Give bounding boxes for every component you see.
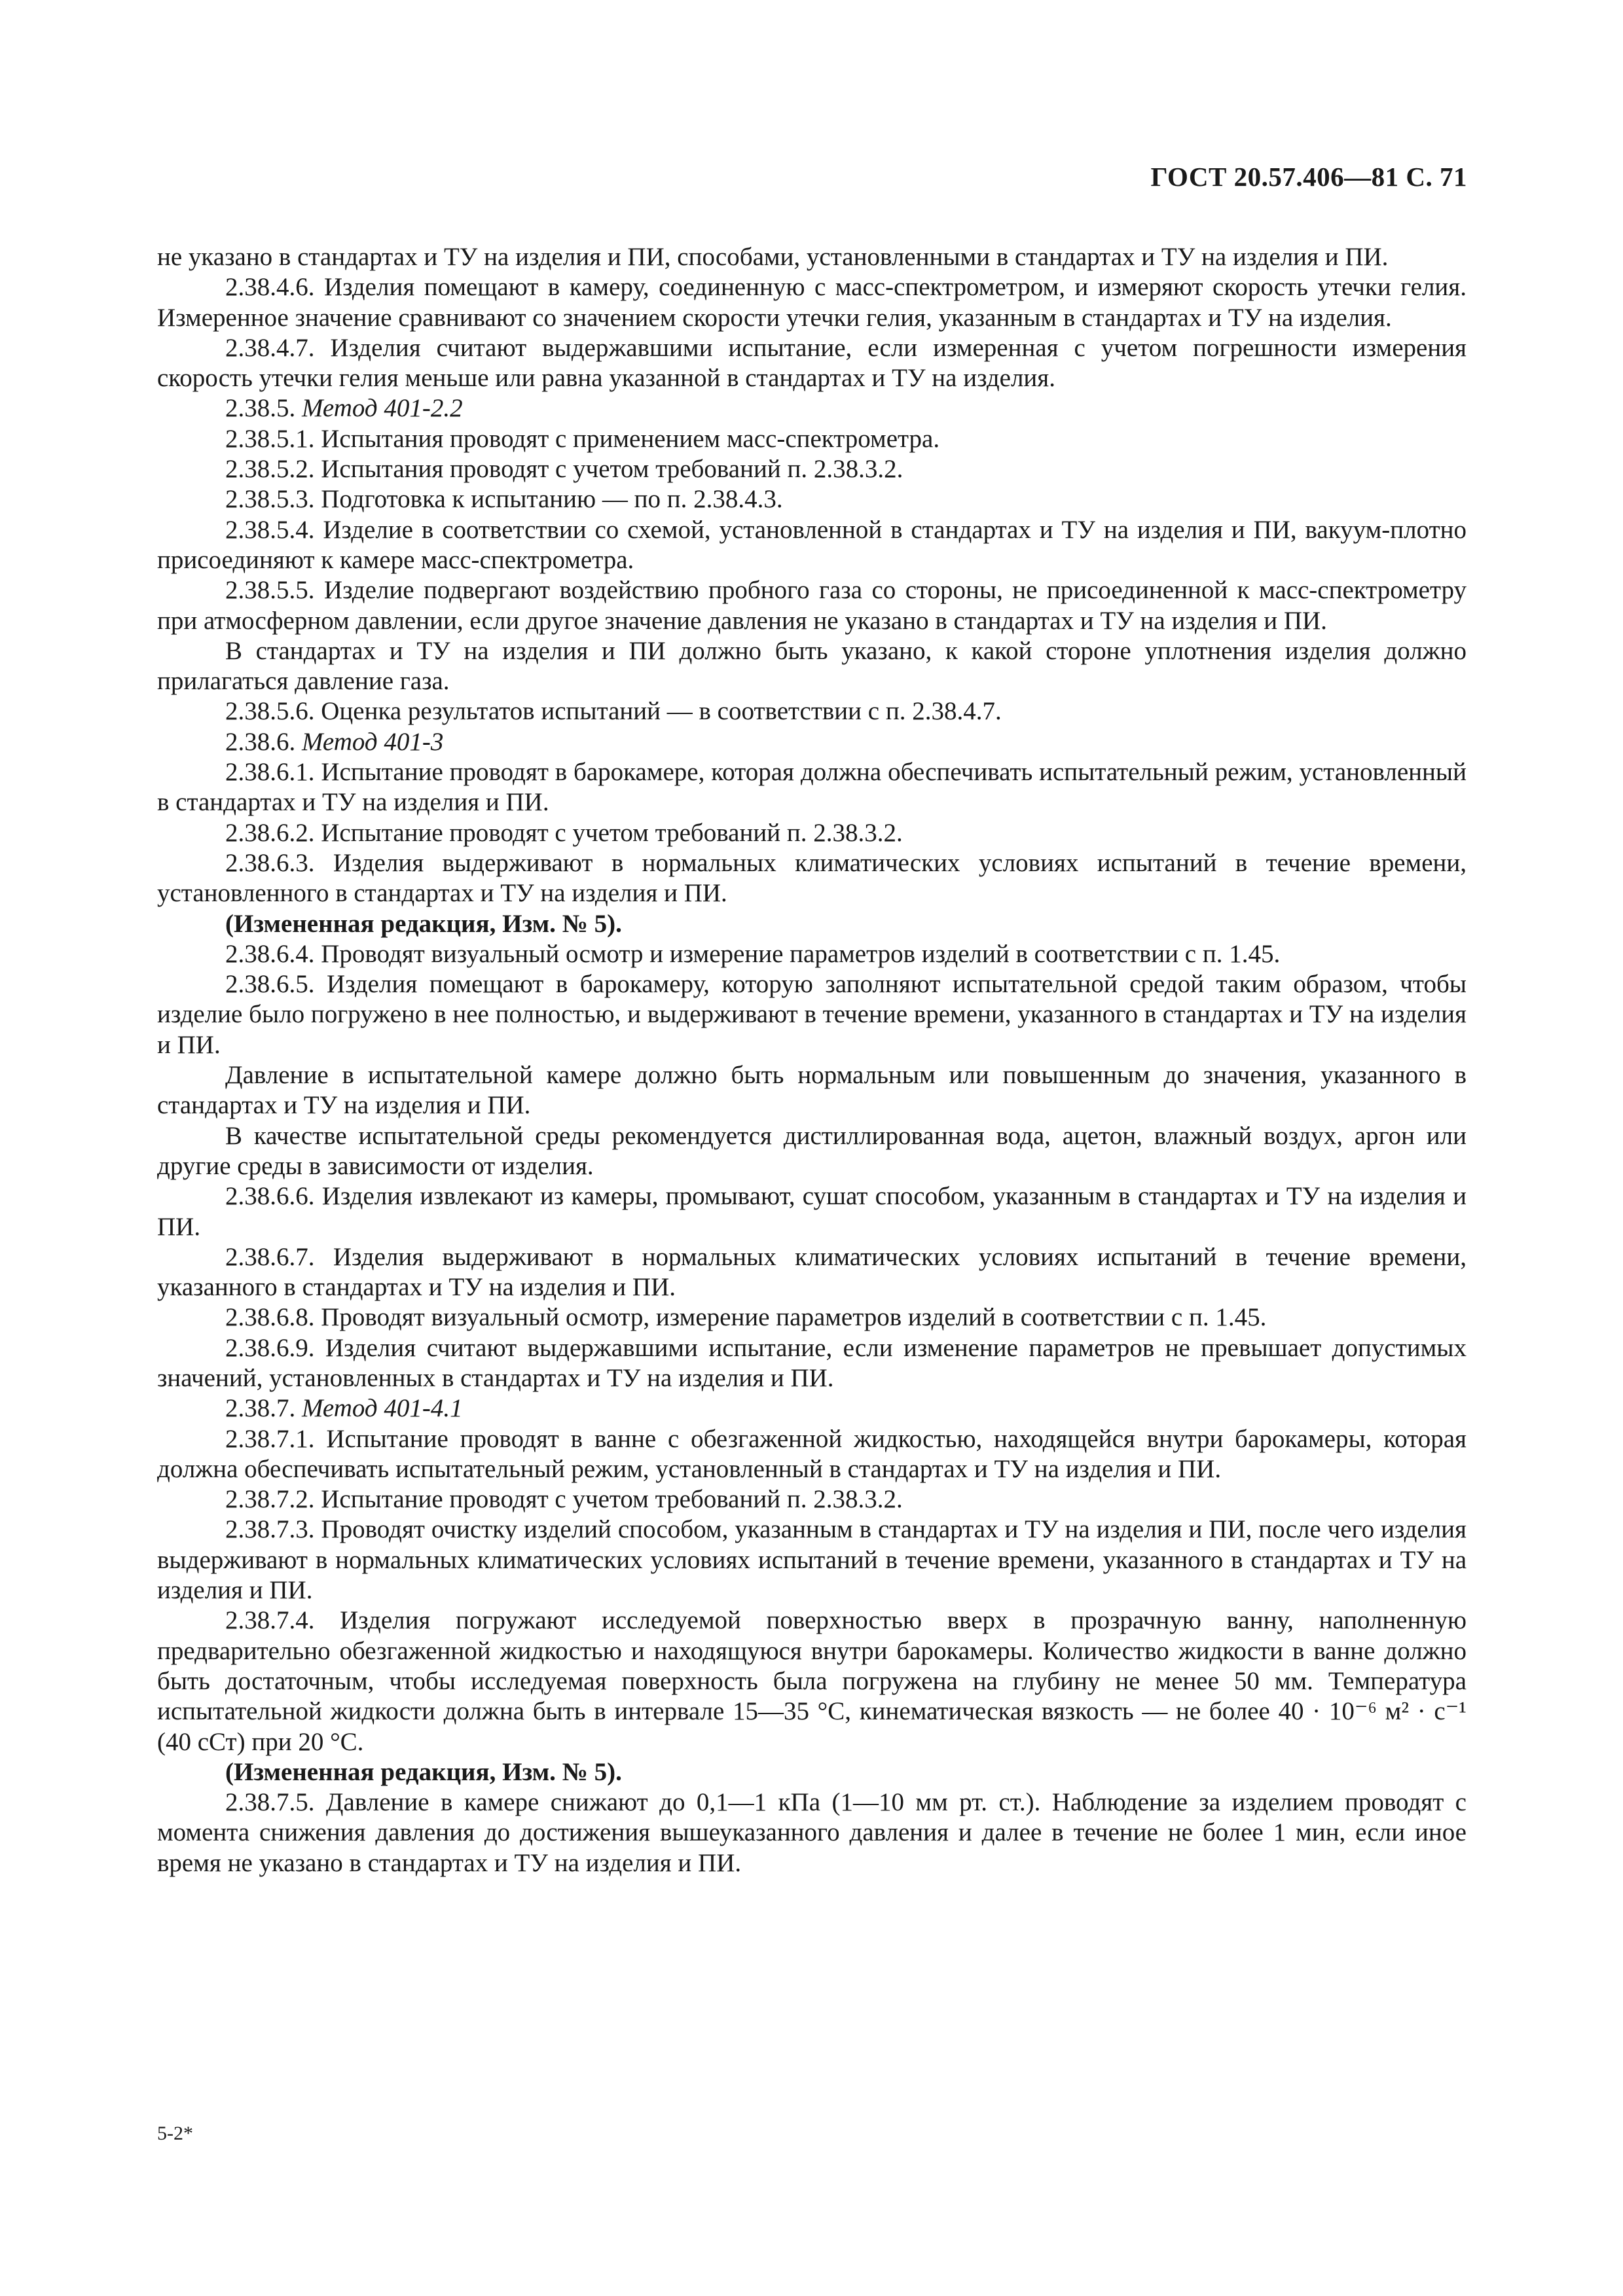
page-footer: 5-2* (157, 2123, 193, 2144)
paragraph-text: 2.38.7. (225, 1394, 302, 1423)
paragraph-text: 2.38.4.7. Изделия считают выдержавшими испытание, если измеренная с учетом погрешности измерения скорость утечки гелия меньше или равна указанной в стандартах и ТУ на изделия. (157, 333, 1467, 393)
paragraph-text: 2.38.7.2. Испытание проводят с учетом требований п. 2.38.3.2. (225, 1485, 903, 1514)
paragraph (157, 727, 1467, 757)
paragraph (157, 1515, 1467, 1605)
paragraph (157, 1181, 1467, 1242)
paragraph (157, 848, 1467, 909)
paragraph (157, 454, 1467, 484)
paragraph (157, 969, 1467, 1060)
paragraph-text: 2.38.6.1. Испытание проводят в барокамере, которая должна обеспечивать испытательный режим, установленный в стандартах и ТУ на изделия и ПИ. (157, 758, 1467, 817)
paragraph-text: 2.38.6.9. Изделия считают выдержавшими испытание, если изменение параметров не превышает допустимых значений, установленных в стандартах и ТУ на изделия и ПИ. (157, 1333, 1467, 1392)
paragraph (157, 1424, 1467, 1485)
paragraph (157, 575, 1467, 636)
paragraph (157, 818, 1467, 848)
paragraph (157, 1121, 1467, 1182)
paragraph-text: 2.38.6.6. Изделия извлекают из камеры, промывают, сушат способом, указанным в стандартах и ТУ на изделия и ПИ. (157, 1182, 1467, 1241)
paragraph (157, 939, 1467, 969)
paragraph-text: 2.38.7.4. Изделия погружают исследуемой поверхностью вверх в прозрачную ванну, наполненную предварительно обезгаженной жидкостью и находящуюся внутри барокамеры. Количество жидкости в ванне должно быть достаточным, чтобы исследуемая поверхность была погружена на глубину не менее 50 мм. Температура испытательной жидкости должна быть в интервале 15—35 °С, кинематическая вязкость — не более 40 · 10⁻⁶ м² · с⁻¹ (40 сСт) при 20 °С. (157, 1606, 1467, 1756)
paragraph-text: 2.38.7.5. Давление в камере снижают до 0,1—1 кПа (1—10 мм рт. ст.). Наблюдение за изделием проводят с момента снижения давления до достижения вышеуказанного давления и далее в течение не более 1 мин, если иное время не указано в стандартах и ТУ на изделия и ПИ. (157, 1788, 1467, 1877)
paragraph-text: 2.38.6.7. Изделия выдерживают в нормальных климатических условиях испытаний в течение времени, указанного в стандартах и ТУ на изделия и ПИ. (157, 1242, 1467, 1302)
paragraph-text: 2.38.5.6. Оценка результатов испытаний — в соответствии с п. 2.38.4.7. (225, 697, 1002, 726)
paragraph-text: 2.38.5.1. Испытания проводят с применением масс-спектрометра. (225, 424, 940, 453)
paragraph (157, 1242, 1467, 1303)
paragraph (157, 515, 1467, 576)
paragraph-text: 2.38.6.5. Изделия помещают в барокамеру, которую заполняют испытательной средой таким образом, чтобы изделие было погружено в нее полностью, и выдерживают в течение времени, указанного в стандартах и ТУ на изделия и ПИ. (157, 970, 1467, 1059)
paragraph-text: 2.38.7.1. Испытание проводят в ванне с обезгаженной жидкостью, находящейся внутри барокамеры, которая должна обеспечивать испытательный режим, установленный в стандартах и ТУ на изделия и ПИ. (157, 1424, 1467, 1483)
paragraph (157, 636, 1467, 697)
paragraph-text: 2.38.5. (225, 394, 302, 423)
paragraph-text: 2.38.5.4. Изделие в соответствии со схемой, установленной в стандартах и ТУ на изделия и ПИ, вакуум-плотно присоединяют к камере масс-спектрометра. (157, 515, 1467, 574)
paragraph (157, 242, 1467, 272)
paragraph-text: 2.38.5.5. Изделие подвергают воздействию пробного газа со стороны, не присоединенной к масс-спектрометру при атмосферном давлении, если другое значение давления не указано в стандартах и ТУ на изделия и ПИ. (157, 576, 1467, 635)
paragraph (157, 909, 1467, 939)
paragraph-text: 2.38.5.3. Подготовка к испытанию — по п. 2.38.4.3. (225, 485, 783, 514)
paragraph-text: (Измененная редакция, Изм. № 5). (225, 909, 622, 938)
paragraph-text: (Измененная редакция, Изм. № 5). (225, 1757, 622, 1786)
paragraph-text: не указано в стандартах и ТУ на изделия и ПИ, способами, установленными в стандартах и ТУ на изделия и ПИ. (157, 243, 1389, 271)
paragraph (157, 1787, 1467, 1878)
page-header: ГОСТ 20.57.406—81 С. 71 (1150, 162, 1467, 192)
paragraph (157, 1333, 1467, 1394)
paragraph (157, 272, 1467, 333)
paragraph-text: В качестве испытательной среды рекомендуется дистиллированная вода, ацетон, влажный воздух, аргон или другие среды в зависимости от изделия. (157, 1121, 1467, 1180)
paragraph-text: 2.38.6.2. Испытание проводят с учетом требований п. 2.38.3.2. (225, 818, 903, 847)
paragraph-text: 2.38.7.3. Проводят очистку изделий способом, указанным в стандартах и ТУ на изделия и ПИ, после чего изделия выдерживают в нормальных климатических условиях испытаний в течение времени, указанного в стандартах и ТУ на изделия и ПИ. (157, 1515, 1467, 1605)
paragraph (157, 1393, 1467, 1424)
paragraph-text: В стандартах и ТУ на изделия и ПИ должно быть указано, к какой стороне уплотнения изделия должно прилагаться давление газа. (157, 636, 1467, 696)
method-title: Метод 401-4.1 (302, 1394, 463, 1423)
method-title: Метод 401-2.2 (302, 394, 463, 423)
paragraph (157, 1605, 1467, 1757)
paragraph (157, 424, 1467, 454)
paragraph-text: 2.38.4.6. Изделия помещают в камеру, соединенную с масс-спектрометром, и измеряют скорость утечки гелия. Измеренное значение сравнивают со значением скорости утечки гелия, указанным в стандартах и ТУ на изделия. (157, 273, 1467, 332)
paragraph (157, 484, 1467, 514)
paragraph (157, 696, 1467, 726)
paragraph (157, 1302, 1467, 1333)
paragraph-text: 2.38.6.4. Проводят визуальный осмотр и измерение параметров изделий в соответствии с п. 1.45. (225, 939, 1281, 968)
paragraph (157, 1484, 1467, 1515)
paragraph (157, 393, 1467, 423)
paragraph-text: 2.38.6.8. Проводят визуальный осмотр, измерение параметров изделий в соответствии с п. 1.45. (225, 1303, 1267, 1332)
body-text (157, 242, 1467, 1878)
method-title: Метод 401-3 (302, 727, 444, 756)
paragraph-text: Давление в испытательной камере должно быть нормальным или повышенным до значения, указанного в стандартах и ТУ на изделия и ПИ. (157, 1061, 1467, 1120)
paragraph-text: 2.38.5.2. Испытания проводят с учетом требований п. 2.38.3.2. (225, 455, 903, 484)
paragraph (157, 1757, 1467, 1787)
paragraph-text: 2.38.6.3. Изделия выдерживают в нормальных климатических условиях испытаний в течение времени, установленного в стандартах и ТУ на изделия и ПИ. (157, 848, 1467, 908)
paragraph-text: 2.38.6. (225, 727, 302, 756)
paragraph (157, 333, 1467, 394)
paragraph (157, 757, 1467, 818)
paragraph (157, 1060, 1467, 1121)
